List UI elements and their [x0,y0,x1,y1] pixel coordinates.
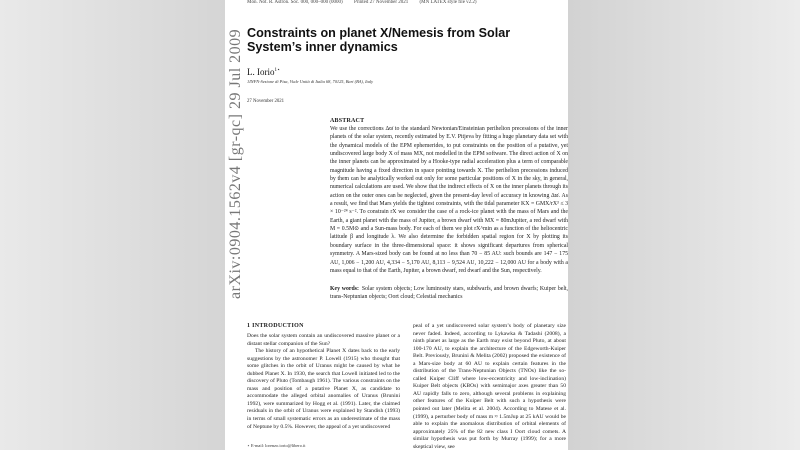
author-mark: 1⋆ [274,68,281,73]
printed-date: Printed 27 November 2021 [353,0,409,5]
arxiv-identifier: arXiv:0904.1562v4 [gr-qc] 29 Jul 2009 [227,28,244,299]
keywords [330,285,568,302]
background-left [0,0,225,450]
style-file: (MN LATEX style file v2.2) [419,0,477,5]
background-right [568,0,800,450]
intro-paragraph-3: peal of a yet undiscovered solar system’s body of planetary size never faded. Indeed, according to Lykawka & Tadashi (2008), a ninth planet as large as the Earth may exist beyond Pluto, at about 100-170 AU, to explain the architecture of the Edgeworth-Kuiper Belt. Previously, Brunini & Melita (2002) proposed the existence of a Mars-size body at 60 AU to explain certain features in the distribution of the Trans-Neptunian Objects (TNOs) like the so-called Kuiper Cliff where low-eccentricity and low-inclination) Kuiper Belt objects (KBOs) with semimajor axes greater than 50 AU rapidly falls to zero, although several problems in explaining other features of the Kuiper Belt with such a hypothesis were pointed out later (Melita et al. 2004). According to Matese et al. (1999), a perturber body of mass m ≈ 1.5mJup at 25 kAU would be able to explain the anomalous distribution of orbital elements of approximately 25% of the 82 new class I Oort cloud comets. A similar hypothesis was put forth by Murray (1999); for a more skeptical view, see [413,323,566,450]
abstract-body: We use the corrections Δϖ̇ to the standard Newtonian/Einsteinian perihelion precessions of the inner planets of the solar system, recently estimated by E.V. Pitjeva by fitting a huge planetary data set with the dynamical models of the EPM ephemerides, to put constraints on the position of a putative, yet undiscovered large body X of mass MX, not modelled in the EPM software. The direct action of X on the inner planets can be approximated by a Hooke-type radial acceleration plus a term of comparable magnitude having a fixed direction in space pointing towards X. The perihelion precessions induced by them can be analytically worked out only for some particular positions of X in the sky, in general, numerical calculations are used. We show that the indirect effects of X on the inner planets through its action on the outer ones can be neglected, given the present-day level of accuracy in knowing Δϖ̇. As a result, we find that Mars yields the tightest constraints, with the tidal parameter KX = GMX/rX³ ≤ 3 × 10⁻²⁴ s⁻². To constrain rX we consider the case of a rock-ice planet with the mass of Mars and the Earth, a giant planet with the mass of Jupiter, a brown dwarf with MX = 80mJupiter, a red dwarf with M = 0.5M⊙ and a Sun-mass body. For each of them we plot rX^min as a function of the heliocentric latitude β and longitude λ. We also determine the forbidden spatial region for X by plotting its boundary surface in the three-dimensional space: it shows significant departures from spherical symmetry. A Mars-sized body can be found at no less than 70 − 85 AU: such bounds are 147 − 175 AU, 1,006 − 1,200 AU, 4,334 − 5,170 AU, 8,113 − 9,524 AU, 10,222 − 12,000 AU for a body with a mass equal to that of the Earth, Jupiter, a brown dwarf, red dwarf and the Sun, respectively. [330,126,568,274]
intro-paragraph-2: The history of an hypothetical Planet X dates back to the early suggestions by the astronomer P. Lowell (1915) who thought that some glitches in the orbit of Uranus might be caused by what he dubbed Planet X. In 1930, the search that Lowell initiated led to the discovery of Pluto (Tombaugh 1961). The various constraints on the mass and position of a putative Planet X, as candidate to accommodate the alleged orbital anomalies of Uranus (Brunini 1992), were summarized by Hogg et al. (1991). Later, the claimed residuals in the orbit of Uranus were explained by Standish (1993) in terms of small systematic errors as an underestimate of the mass of Neptune by 0.5%. However, the appeal of a yet undiscovered [247,348,400,430]
footnote-email: ⋆ E-mail: lorenzo.iorio@libero.it [247,443,306,448]
section-heading-introduction: 1 INTRODUCTION [247,323,304,329]
running-head [247,0,567,5]
keywords-label: Key words: [330,286,359,292]
author [247,67,280,77]
author-name: L. Iorio [247,67,275,77]
column-right [413,323,566,450]
journal-ref: Mon. Not. R. Astron. Soc. 000, 000–000 (0000) [247,0,343,5]
paper-title: Constraints on planet X/Nemesis from Solar System’s inner dynamics [247,26,511,54]
paper-page [225,0,568,450]
keywords-text: Solar system objects; Low luminosity stars, subdwarfs, and brown dwarfs; Kuiper belt, trans-Neptunian objects; Oort cloud; Celestial mechanics [330,286,568,301]
paper-date: 27 November 2021 [247,99,285,104]
affiliation: 1INFN-Sezione di Pisa, Viale Unità di Italia 68, 70125, Bari (BA), Italy [247,79,374,84]
intro-paragraph-1: Does the solar system contain an undiscovered massive planet or a distant stellar companion of the Sun? [247,333,400,347]
abstract-heading: ABSTRACT [330,118,365,124]
column-left [247,333,400,440]
